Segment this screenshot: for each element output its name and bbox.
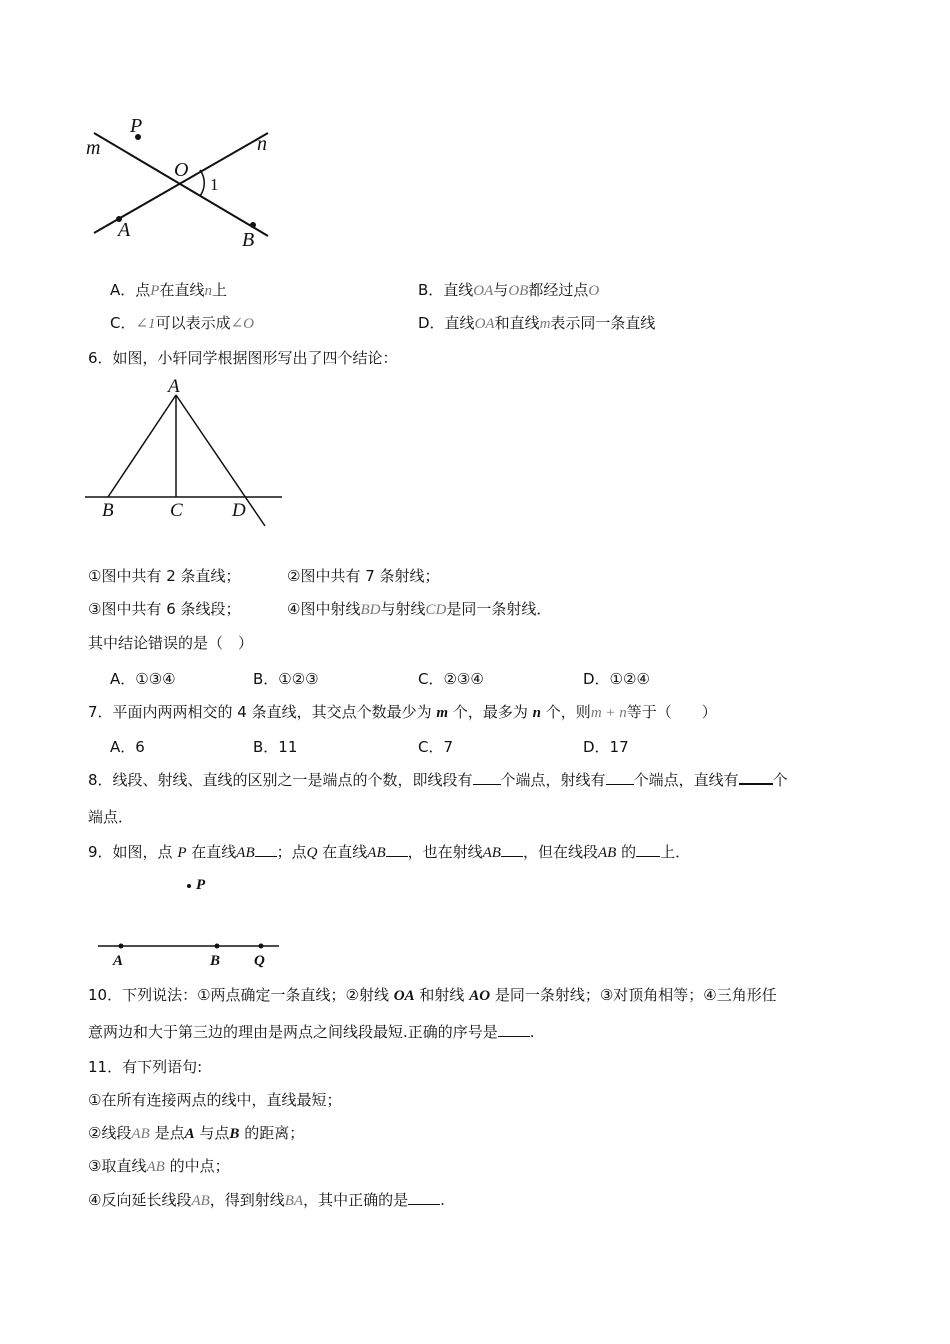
label-b: B [210, 953, 221, 969]
blank-1[interactable] [498, 1022, 530, 1037]
q6-option-c[interactable]: C．②③④ [418, 670, 484, 688]
q10-line-2: 意两边和大于第三边的理由是两点之间线段最短.正确的序号是 . [88, 1023, 535, 1041]
q6-statement-1: ①图中共有 2 条直线； [88, 567, 241, 585]
point-q [259, 944, 264, 949]
q8-line-2: 端点． [88, 808, 134, 826]
blank-2[interactable] [386, 842, 408, 857]
label-a: A [168, 376, 180, 397]
q7-option-a[interactable]: A．6 [110, 738, 145, 756]
segment-ab [108, 395, 176, 497]
q10-line-1: 10．下列说法：①两点确定一条直线；②射线 OA 和射线 AO 是同一条射线；③对顶角相等；④三角形任 [88, 986, 777, 1004]
q6-option-d[interactable]: D．①②④ [583, 670, 650, 688]
label-q: Q [254, 953, 265, 969]
blank-1[interactable] [473, 770, 501, 785]
label-1: 1 [210, 175, 219, 194]
q5-option-d[interactable]: D．直线OA和直线m表示同一条直线 [418, 314, 656, 332]
label-b: B [242, 229, 255, 251]
figure-ray [92, 872, 292, 972]
line-ad [176, 395, 265, 526]
angle-1-arc [200, 170, 204, 196]
label-p: P [130, 115, 143, 137]
q6-option-a[interactable]: A．①③④ [110, 670, 176, 688]
q11-stem: 11．有下列语句: [88, 1058, 203, 1076]
blank-3[interactable] [501, 842, 523, 857]
label-n: n [257, 133, 267, 155]
label-d: D [232, 500, 246, 521]
q7-option-b[interactable]: B．11 [253, 738, 298, 756]
q5-option-c[interactable]: C．∠1可以表示成∠O [110, 314, 254, 332]
blank-3[interactable] [739, 769, 773, 785]
blank-2[interactable] [606, 770, 634, 785]
q6-statement-2: ②图中共有 7 条射线； [287, 567, 440, 585]
q8-line-1: 8．线段、射线、直线的区别之一是端点的个数，即线段有 个端点，射线有 个端点，直线有 个 [88, 771, 788, 789]
q5-option-b[interactable]: B．直线OA与OB都经过点O [418, 281, 600, 299]
point-b [215, 944, 220, 949]
label-b: B [102, 500, 114, 521]
figure-intersecting-lines [80, 110, 300, 260]
q9-stem: 9．如图，点 P 在直线AB ；点Q 在直线AB ，也在射线AB ，但在线段AB 的 上． [88, 843, 691, 861]
q6-ask: 其中结论错误的是（ ） [88, 634, 254, 652]
q7-option-c[interactable]: C．7 [418, 738, 454, 756]
point-p [187, 884, 191, 888]
label-c: C [170, 500, 183, 521]
q11-statement-4: ④反向延长线段AB，得到射线BA，其中正确的是 . [88, 1191, 445, 1209]
label-a: A [118, 219, 131, 241]
label-o: O [174, 159, 189, 181]
point-b [250, 222, 256, 228]
q11-statement-3: ③取直线AB 的中点； [88, 1157, 230, 1175]
label-a: A [113, 953, 124, 969]
q6-option-b[interactable]: B．①②③ [253, 670, 319, 688]
q7-option-d[interactable]: D．17 [583, 738, 629, 756]
point-a [119, 944, 124, 949]
q7-stem: 7．平面内两两相交的 4 条直线，其交点个数最少为 m 个，最多为 n 个，则m + n等于（ ） [88, 703, 717, 721]
q5-option-a[interactable]: A．点P在直线n上 [110, 281, 227, 299]
blank-4[interactable] [636, 842, 660, 857]
q11-statement-1: ①在所有连接两点的线中，直线最短； [88, 1091, 342, 1109]
label-m: m [86, 137, 101, 159]
figure-triangle [80, 372, 300, 532]
q11-statement-2: ②线段AB 是点A 与点B 的距离； [88, 1124, 305, 1142]
q6-statement-4: ④图中射线BD与射线CD是同一条射线． [287, 600, 552, 618]
blank-1[interactable] [408, 1190, 440, 1205]
label-p: P [196, 877, 206, 893]
blank-1[interactable] [255, 842, 277, 857]
q6-stem: 6．如图，小轩同学根据图形写出了四个结论： [88, 349, 398, 367]
q6-statement-3: ③图中共有 6 条线段； [88, 600, 241, 618]
